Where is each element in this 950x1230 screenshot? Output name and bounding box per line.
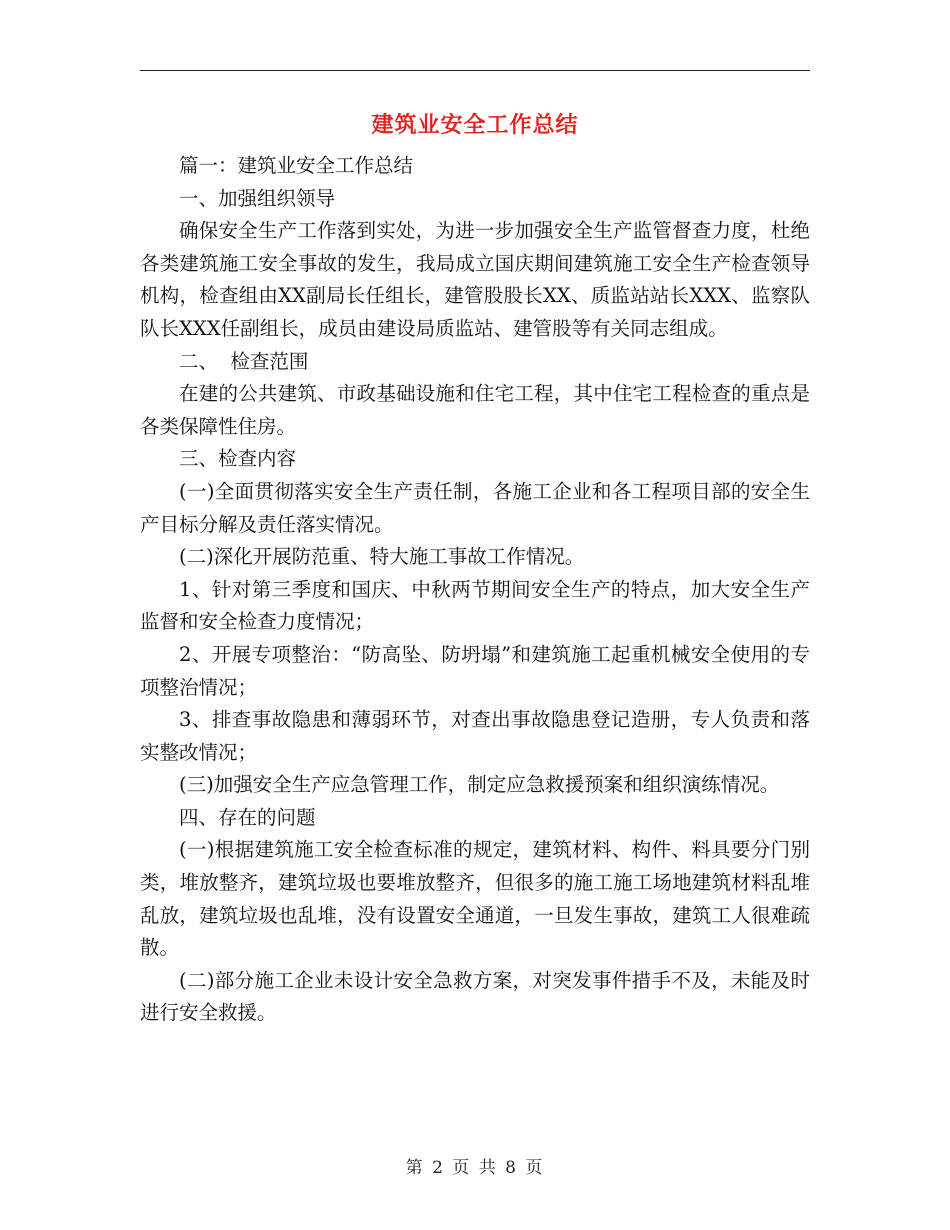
paragraph-text: (一)全面贯彻落实安全生产责任制，各施工企业和各工程项目部的安全生产目标分解及责任落实情况。 [140,479,810,536]
paragraph-section-2: 二、 检查范围 [179,349,309,373]
paragraph-section-3: 三、检查内容 [179,447,297,471]
paragraph-text: 3、排查事故隐患和薄弱环节，对查出事故隐患登记造册，专人负责和落实整改情况； [140,708,810,764]
paragraph-text: 在建的公共建筑、市政基础设施和住宅工程，其中住宅工程检查的重点是各类保障性住房。 [140,382,810,438]
paragraph-text: (三)加强安全生产应急管理工作，制定应急救援预案和组织演练情况。 [179,773,780,797]
document-body [140,150,810,1030]
paragraph-text: (一)根据建筑施工安全检查标准的规定，建筑材料、构件、料具要分门别类，堆放整齐，建筑垃圾也要堆放整齐，但很多的施工施工场地建筑材料乱堆乱放，建筑垃圾也乱堆，没有设置安全通道，一旦发生事故，建筑工人很难疏散。 [140,838,810,960]
document-title: 建筑业安全工作总结 [371,112,579,138]
paragraph-text: (二)深化开展防范重、特大施工事故工作情况。 [179,545,585,569]
page-number-footer: 第 2 页 共 8 页 [405,1158,545,1178]
paragraph-section-1: 一、加强组织领导 [179,186,336,210]
paragraph-text: 1、针对第三季度和国庆、中秋两节期间安全生产的特点，加大安全生产监督和安全检查力度情况； [140,577,810,634]
paragraph-text: 确保安全生产工作落到实处，为进一步加强安全生产监管督查力度，杜绝各类建筑施工安全事故的发生，我局成立国庆期间建筑施工安全生产检查领导机构，检查组由XX副局长任组长，建管股股长XX、质监站站长XXX、监察队队长XXX任副组长，成员由建设局质监站、建管股等有关同志组成。 [140,219,810,340]
paragraph-text: 2、开展专项整治：“防高坠、防坍塌”和建筑施工起重机械安全使用的专项整治情况； [140,642,810,699]
paragraph-text: (二)部分施工企业未设计安全急救方案，对突发事件措手不及，未能及时进行安全救援。 [140,968,810,1025]
header-rule [140,70,810,71]
paragraph-heading-1: 篇一：建筑业安全工作总结 [179,154,414,177]
paragraph-section-4: 四、存在的问题 [179,805,316,829]
